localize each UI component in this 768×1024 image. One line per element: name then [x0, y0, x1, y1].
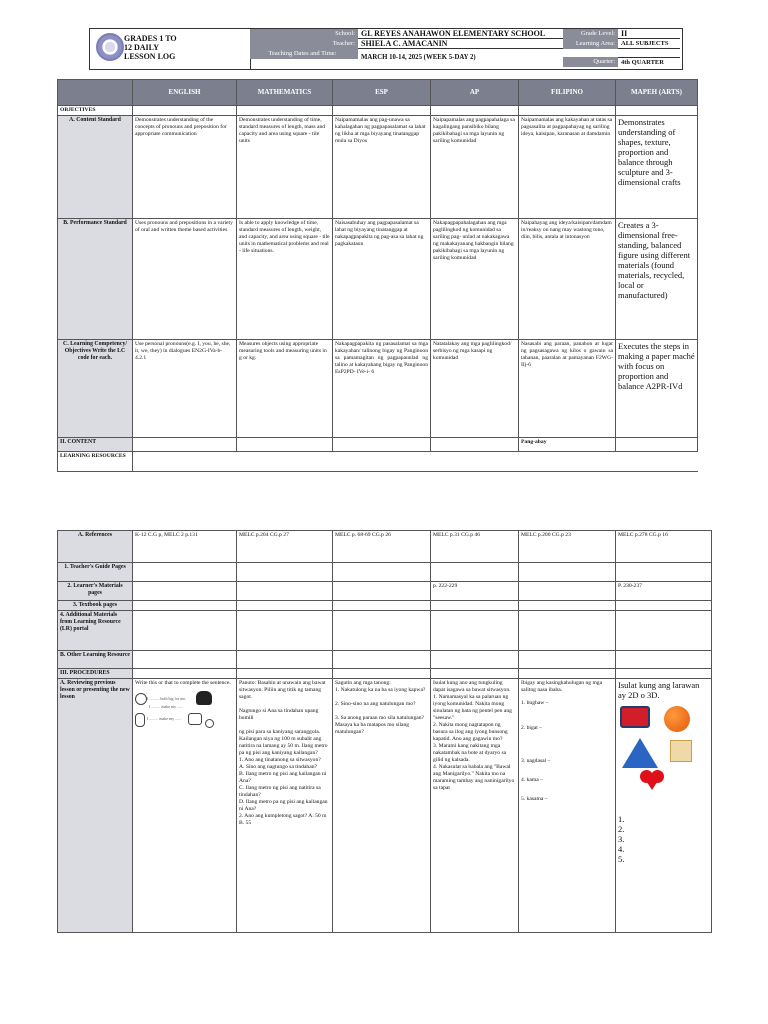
cell [616, 563, 712, 582]
teacher-value: SHIELA C. AMACANIN [358, 39, 563, 49]
performance-ap: Nakapagpapahalagahan ang mga paglilingkod ng komunidad sa sariling pag- unlad at nakakagawa ng makakayanang hakbangin bilang pakikibahagi sa mga layunin ng sariling komunidad [431, 219, 519, 340]
mapeh-item: 2. [618, 824, 625, 834]
deped-seal-icon [96, 33, 124, 61]
ref-esp: MELC p. 68-69 CG.p 26 [333, 531, 431, 563]
school-value: GL REYES ANAHAWON ELEMENTARY SCHOOL [358, 29, 563, 39]
lesson-table-bottom [57, 530, 712, 933]
cell [519, 106, 616, 116]
dates-value: MARCH 10-14, 2025 (WEEK 5-DAY 2) [361, 54, 476, 61]
filipino-item: 5. kasama – [521, 796, 548, 802]
cell [519, 651, 616, 669]
corner-cell [58, 80, 133, 106]
lesson-table-top [57, 79, 698, 472]
ref-mapeh: MELC p.278 CG.p 16 [616, 531, 712, 563]
col-math: MATHEMATICS [237, 80, 333, 106]
cell [616, 106, 698, 116]
mapeh-item: 5. [618, 854, 625, 864]
ref-filipino: MELC p.200 CG.p 23 [519, 531, 616, 563]
mapeh-item: 4. [618, 844, 625, 854]
cell [519, 611, 616, 651]
child-icon [135, 693, 147, 705]
other-resources-label: B. Other Learning Resource [58, 651, 133, 669]
content-standard-math: Demonstrates understanding of time, standard measures of length, mass and capacity and area using square - tile units [237, 116, 333, 219]
grade-label: Grade Level: [563, 29, 618, 39]
content-english [133, 438, 237, 452]
ball-icon [205, 719, 214, 728]
cell [133, 669, 237, 679]
reviewing-english-instruction: Write this or that to complete the sentence. [135, 680, 231, 686]
teacher-label: Teacher: [250, 39, 358, 49]
cell [133, 106, 237, 116]
lm-mapeh: P. 230-237 [616, 582, 712, 601]
ref-math: MELC p.204 CG.p 27 [237, 531, 333, 563]
cell [616, 611, 712, 651]
triangle-icon [622, 738, 658, 768]
reviewing-esp: Sagutin ang mga tanong: 1. Nakatulong ka na ba sa iyong kapwa? 2. Sino-sino na ang natulungan mo? 3. Sa anong paraan mo sila natulungan? Masaya ka ba matapos mo silang matulungan? [333, 679, 431, 933]
additional-materials-label: 4. Additional Materials from Learning Resource (LR) portal [58, 611, 133, 651]
reviewing-ap: Isulat kung ano ang tungkuling dapat isagawa sa bawat sitwasyon. 1. Namamasyal ka sa palaruan ng iyong komunidad. Nakita mong sinulatan ng bata ng pentel pen ang "seesaw." 2. Nakita mong nagtatapon ng basura sa ilog ang iyong bunsong kapatid. Ano ang gagawin mo? 3. Marami kang nakitang mga nakatambak na bote at dyaryo sa gilid ng kalsada. 4. Nakasulat sa babala ang "Bawal ang Manigarilyo." Nakita mo na maraming tambay ang naninigarilyo sa tapat [431, 679, 519, 933]
content-filipino: Pang-abay [519, 438, 616, 452]
ref-english: K-12 C.G p, MELC 2 p.131 [133, 531, 237, 563]
cell [431, 611, 519, 651]
sentence-line-1: I .......... both big for me. [147, 696, 187, 701]
cell [133, 452, 698, 472]
content-ap [431, 438, 519, 452]
area-value: ALL SUBJECTS [618, 39, 680, 49]
learners-materials-label: 2. Learner's Materials pages [58, 582, 133, 601]
procedures-label: III. PROCEDURES [58, 669, 133, 679]
cell [237, 611, 333, 651]
cell [616, 601, 712, 611]
content-standard-label: A. Content Standard [58, 116, 133, 219]
filipino-item: 1. bughaw – [521, 700, 549, 706]
school-label: School: [250, 29, 358, 39]
title-line-1: GRADES 1 TO [124, 34, 177, 43]
cell [133, 611, 237, 651]
quarter-label: Quarter: [563, 57, 618, 67]
filipino-item: 3. nagdasal – [521, 758, 551, 764]
sentence-line-3: I ......... make my ...... [147, 716, 182, 721]
competency-mapeh: Executes the steps in making a paper maché with focus on proportion and balance A2PR-IVd [616, 340, 698, 438]
lm-math [237, 582, 333, 601]
content-standard-esp: Naipamamalas ang pag-unawa sa kahalagahan ng pagpapasalamat sa lahat ng likha at mga biyayang tinatanggap mula sa Diyos [333, 116, 431, 219]
reviewing-filipino [519, 679, 616, 933]
performance-math: Is able to apply knowledge of time, standard measures of length, weight, and capacity, and area using square - tile units in mathematical problems and real - life situations. [237, 219, 333, 340]
cell [333, 669, 431, 679]
child-2-icon [135, 713, 145, 727]
cell [237, 601, 333, 611]
teachers-guide-label: 1. Teacher's Guide Pages [58, 563, 133, 582]
mapeh-item: 1. [618, 814, 625, 824]
reviewing-english [133, 679, 237, 933]
bag-icon [188, 713, 202, 725]
ref-ap: MELC p.31 CG.p 46 [431, 531, 519, 563]
textbook-label: 3. Textbook pages [58, 601, 133, 611]
performance-mapeh: Creates a 3-dimensional free-standing, balanced figure using different materials (found materials, recycled, local or manufactured) [616, 219, 698, 340]
content-standard-ap: Naipapamalas ang pagpapahalaga sa kagalingang pansibiko bilang pakikibahagi sa mga layunin ng sariling komunidad [431, 116, 519, 219]
lm-english [133, 582, 237, 601]
heart-icon [640, 770, 664, 792]
col-esp: ESP [333, 80, 431, 106]
rectangle-icon [620, 706, 650, 728]
cell [133, 563, 237, 582]
quarter-value: 4th QUARTER [618, 57, 680, 67]
basketball-icon [664, 706, 690, 732]
cell [237, 651, 333, 669]
gift-box-icon [670, 740, 692, 762]
cell [616, 669, 712, 679]
competency-label: C. Learning Competency/ Objectives Write the LC code for each. [58, 340, 133, 438]
filipino-item: 2. bigat – [521, 725, 542, 731]
col-ap: AP [431, 80, 519, 106]
lm-filipino [519, 582, 616, 601]
cell [333, 601, 431, 611]
competency-math: Measures objects using appropriate measuring tools and measuring units in g or kg. [237, 340, 333, 438]
cell [237, 563, 333, 582]
cell [237, 669, 333, 679]
competency-english: Use personal pronouns(e.g. I, you, he, she, it, we, they) in dialogues EN2G-IVa-b- 4.2.1 [133, 340, 237, 438]
boots-icon [196, 691, 212, 705]
lm-ap: p. 222-229 [431, 582, 519, 601]
title-line-3: LESSON LOG [124, 52, 176, 61]
cell [616, 651, 712, 669]
filipino-item: 4. kama – [521, 777, 543, 783]
cell [519, 563, 616, 582]
learning-resources-label: LEARNING RESOURCES [58, 452, 133, 472]
area-label: Learning Area: [563, 39, 618, 49]
cell [237, 106, 333, 116]
sentence-illustration [135, 691, 234, 731]
cell [431, 106, 519, 116]
sentence-line-2: I ......... make my ...... [149, 704, 184, 709]
mapeh-instruction: Isulat kung ang larawan ay 2D o 3D. [618, 680, 700, 700]
content-standard-mapeh: Demonstrates understanding of shapes, texture, proportion and balance through sculpture and 3-dimensional crafts [616, 116, 698, 219]
logo-cell [90, 29, 251, 69]
content-esp [333, 438, 431, 452]
cell [519, 669, 616, 679]
filipino-instruction: Ibigay ang kasingkahulugan ng mga salitng nasa ibaba. [521, 680, 603, 693]
reviewing-mapeh [616, 679, 712, 933]
cell [431, 601, 519, 611]
mapeh-item: 3. [618, 834, 625, 844]
shape-images [618, 704, 709, 794]
form-title [124, 34, 177, 61]
content-label: II. CONTENT [58, 438, 133, 452]
reviewing-math: Panuto: Basahin at unawain ang bawat sitwasyon. Piliin ang titik ng tamang sagot. Nagtungo si Ana sa tindahan upang bumili ng pisi para sa kaniyang saranggola. Kailangan niya ng 100 m subalit ang natitira na lamang ay 50 m. Ilang metro pa ng pisi ang kaniyang kailangan? 1. Ano ang tinatanong sa sitwasyon? A. Sino ang nagtungo sa tindahan? B. Ilang metro ng pisi ang kailangan ni Ana? C. Ilang metro ng pisi ang natitira sa tindahan? D. Ilang metro pa ng pisi ang kailangan ni Ana? 2. Ano ang kumpletong sagot? A. 50 m B. 55 [237, 679, 333, 933]
reviewing-label: A. Reviewing previous lesson or presenting the new lesson [58, 679, 133, 933]
grade-value: II [618, 29, 680, 39]
content-standard-filipino: Naipamamalas ang kakayahan at tatas sa pagsasalita at pagpapahayag ng sariling ideya, kaisipan, karanasan at damdamin [519, 116, 616, 219]
performance-english: Uses pronouns and prepositions in a variety of oral and written theme based activities [133, 219, 237, 340]
cell [333, 651, 431, 669]
content-math [237, 438, 333, 452]
col-english: ENGLISH [133, 80, 237, 106]
performance-filipino: Naipahayag ang ideya/kaisipan/damdam in/reaksy on nang may wastong tono, diin, bilis, antala at intonasyon [519, 219, 616, 340]
cell [133, 601, 237, 611]
header-block [89, 28, 683, 70]
cell [333, 611, 431, 651]
col-mapeh: MAPEH (ARTS) [616, 80, 698, 106]
cell [431, 563, 519, 582]
references-label: A. References [58, 531, 133, 563]
competency-ap: Natatalakay ang mga paglilingkod/ serbisyo ng mga kasapi ng komunidad [431, 340, 519, 438]
cell [333, 106, 431, 116]
competency-filipino: Nasasabi ang paraan, panahon at lugar ng pagsasagawa ng kilos o gawain sa tahanan, paaralan at pamayanan F2WG-IIj-6 [519, 340, 616, 438]
dates-label: Teaching Dates and Time: [250, 49, 358, 59]
col-filipino: FILIPINO [519, 80, 616, 106]
cell [431, 651, 519, 669]
title-line-2: 12 DAILY [124, 43, 160, 52]
cell [519, 601, 616, 611]
performance-standard-label: B. Performance Standard [58, 219, 133, 340]
objectives-label: OBJECTIVES [58, 106, 133, 116]
content-standard-english: Demonstrates understanding of the concepts of pronouns and preposition for appropriate communication [133, 116, 237, 219]
cell [333, 563, 431, 582]
content-mapeh [616, 438, 698, 452]
competency-esp: Nakapagpapakita ng pasasalamat sa mga kakayahan/ talinong bigay ng Panginoon sa pamamagitan ng pagpapaunlad ng talino at kakayahang bigay ng Panginoon EsP2PD- IVe-i- 6 [333, 340, 431, 438]
cell [431, 669, 519, 679]
performance-esp: Naisasabuhay ang pagpapasalamat sa lahat ng biyayang tinatanggap at nakapagpapakita ng pag-asa sa lahat ng pagkakataon [333, 219, 431, 340]
cell [133, 651, 237, 669]
lm-esp [333, 582, 431, 601]
